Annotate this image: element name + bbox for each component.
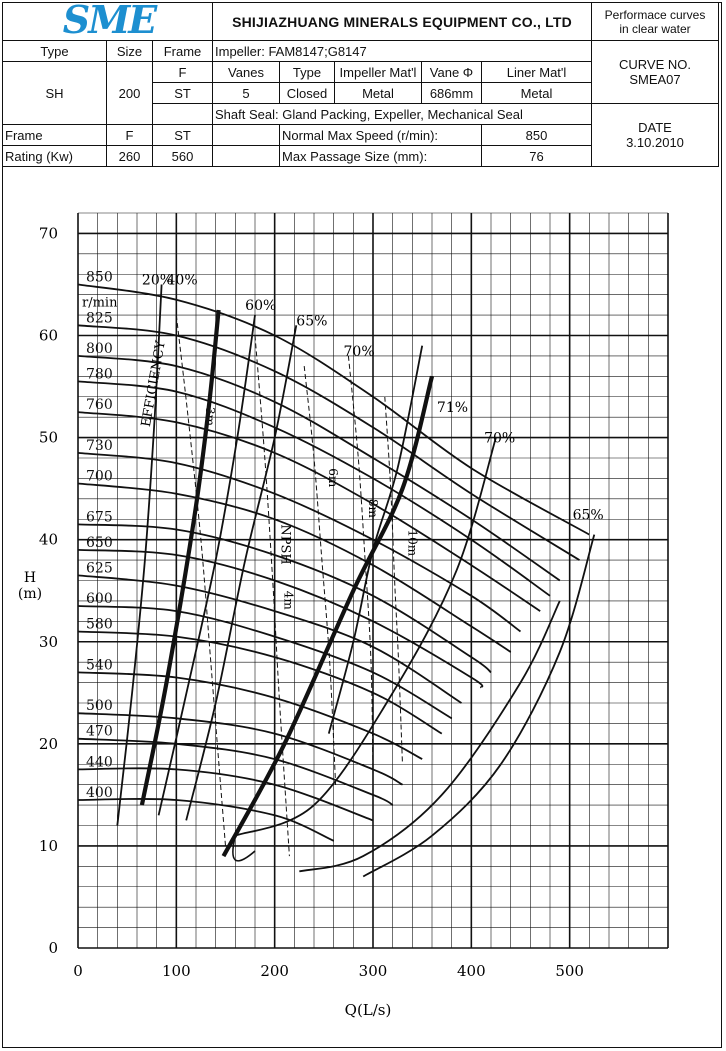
rating-value-1: 260 (107, 146, 153, 167)
npsh-label: 3m (202, 406, 217, 426)
frame-value-2: ST (153, 83, 213, 104)
frame-row-label: Frame (3, 125, 107, 146)
speed-label: 540 (86, 657, 113, 674)
side-title-line-1: Performace curves (604, 7, 706, 22)
npsh-caption: NPSH (277, 524, 293, 565)
speed-unit-label: r/min (82, 295, 118, 311)
rating-value-2: 560 (153, 146, 213, 167)
type-value: SH (3, 62, 107, 125)
shaft-seal: Shaft Seal: Gland Packing, Expeller, Mechanical Seal (213, 104, 592, 125)
frame-row-value-1: F (107, 125, 153, 146)
speed-label: 600 (86, 591, 113, 608)
efficiency-label: 70% (343, 343, 375, 360)
max-speed-label: Normal Max Speed (r/min): (280, 125, 482, 146)
date-value: 3.10.2010 (626, 135, 684, 150)
efficiency-axis-caption: EFFICIENCY (138, 339, 169, 429)
npsh-label: 4m (281, 590, 296, 610)
size-label: Size (107, 41, 153, 62)
frame-value-1: F (153, 62, 213, 83)
efficiency-label: 20% (141, 272, 174, 289)
company-name: SHIJIAZHUANG MINERALS EQUIPMENT CO., LTD (213, 3, 592, 41)
x-tick-label: 100 (162, 962, 191, 980)
speed-label: 580 (86, 616, 113, 633)
x-tick-label: 500 (555, 962, 584, 980)
y-tick-label: 70 (38, 224, 58, 243)
imp-type-label: Type (280, 62, 335, 83)
speed-curve (78, 575, 462, 703)
efficiency-label: 71% (436, 400, 469, 417)
y-tick-label: 30 (38, 632, 58, 651)
rating-label: Rating (Kw) (3, 146, 107, 167)
max-speed-value: 850 (482, 125, 592, 146)
speed-label: 850 (86, 269, 113, 286)
x-axis-label: Q(L/s) (344, 1001, 392, 1019)
speed-label: 800 (86, 340, 113, 357)
speed-label: 780 (86, 366, 113, 383)
size-value: 200 (107, 62, 153, 125)
y-tick-label: 50 (38, 428, 58, 447)
speed-label: 440 (86, 754, 113, 771)
max-passage-value: 76 (482, 146, 592, 167)
efficiency-label: 65% (572, 507, 604, 524)
x-tick-label: 200 (260, 962, 289, 980)
efficiency-label: 65% (296, 313, 328, 330)
y-tick-label: 20 (38, 734, 58, 753)
vanes-value: 5 (213, 83, 280, 104)
speed-label: 825 (86, 310, 113, 327)
speed-label: 700 (86, 468, 113, 485)
speed-label: 675 (86, 509, 113, 526)
liner-mat-value: Metal (482, 83, 592, 104)
efficiency-loop (233, 836, 255, 861)
date-label: DATE (638, 120, 672, 135)
y-axis-label: (m) (17, 586, 43, 602)
x-tick-label: 0 (73, 962, 83, 980)
speed-label: 470 (86, 723, 113, 740)
side-title-line-2: in clear water (619, 21, 691, 36)
x-tick-label: 400 (457, 962, 486, 980)
impeller-mat-label: Impeller Mat'l (335, 62, 422, 83)
max-passage-label: Max Passage Size (mm): (280, 146, 482, 167)
speed-label: 760 (86, 397, 113, 414)
imp-type-value: Closed (280, 83, 335, 104)
efficiency-label: 60% (245, 297, 277, 314)
vane-dia-label: Vane Φ (422, 62, 482, 83)
y-axis-label: H (23, 570, 37, 586)
curve-no-label: CURVE NO. (619, 57, 691, 72)
frame-label: Frame (153, 41, 213, 62)
impeller-mat-value: Metal (335, 83, 422, 104)
speed-label: 625 (86, 560, 113, 577)
npsh-label: 10m (405, 529, 420, 557)
efficiency-label: 40% (166, 272, 198, 289)
speed-curve (78, 453, 521, 632)
speed-label: 400 (86, 784, 113, 801)
npsh-label: 6m (325, 468, 340, 488)
logo-text: SME (62, 3, 155, 37)
vanes-label: Vanes (213, 62, 280, 83)
vane-dia-value: 686mm (422, 83, 482, 104)
liner-mat-label: Liner Mat'l (482, 62, 592, 83)
type-label: Type (3, 41, 107, 62)
efficiency-label: 70% (484, 430, 516, 447)
impeller-text: Impeller: FAM8147;G8147 (213, 41, 592, 62)
speed-label: 650 (86, 534, 113, 551)
y-tick-label: 10 (38, 836, 58, 855)
y-tick-label: 0 (48, 939, 58, 957)
y-tick-label: 40 (38, 530, 58, 549)
x-tick-label: 300 (358, 962, 388, 980)
speed-label: 500 (86, 698, 113, 715)
frame-row-value-2: ST (153, 125, 213, 146)
npsh-label: 8m (366, 498, 381, 518)
curve-no-value: SMEA07 (629, 72, 681, 87)
speed-label: 730 (86, 437, 113, 454)
y-tick-label: 60 (38, 326, 58, 345)
